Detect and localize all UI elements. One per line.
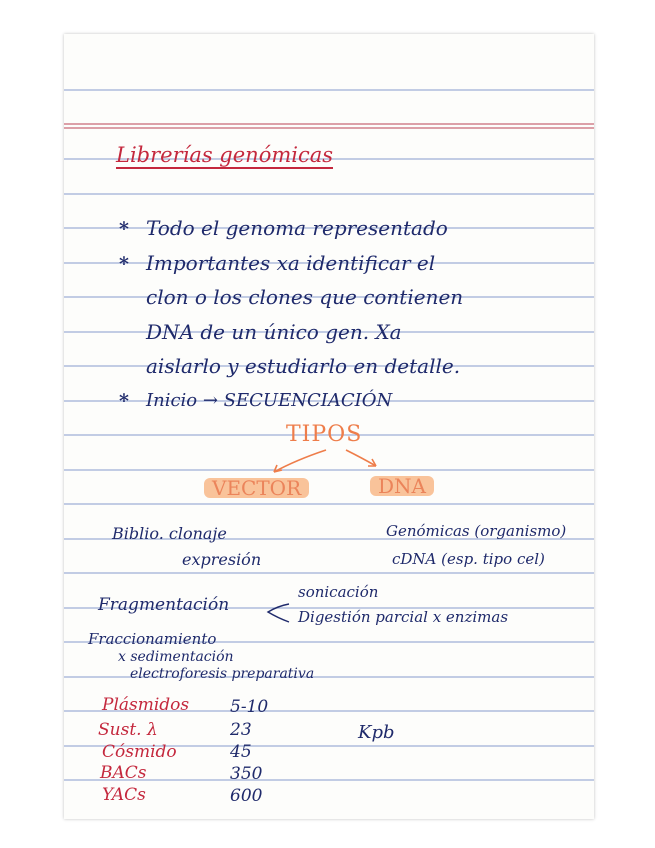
fragmentacion-option-1: sonicación bbox=[298, 583, 379, 601]
fraccionamiento-line-1: x sedimentación bbox=[118, 649, 234, 665]
note-title: Librerías genómicas bbox=[116, 143, 334, 167]
bullet-mark-3: * bbox=[119, 390, 129, 412]
bullet-2-line-4: aislarlo y estudiarlo en detalle. bbox=[146, 354, 461, 378]
fraccionamiento-line-2: electroforesis preparativa bbox=[130, 666, 315, 682]
fraccionamiento-label: Fraccionamiento bbox=[88, 630, 217, 648]
tipos-dna: DNA bbox=[370, 476, 434, 496]
vector-size-2: 23 bbox=[230, 720, 252, 740]
dna-type-1: Genómicas (organismo) bbox=[386, 522, 567, 540]
tipos-arrows bbox=[274, 450, 376, 472]
bullet-1-text: Todo el genoma representado bbox=[146, 216, 448, 240]
bullet-mark-1: * bbox=[119, 218, 129, 240]
vector-name-1: Plásmidos bbox=[102, 695, 190, 715]
size-unit: Kpb bbox=[358, 722, 395, 743]
dna-type-2: cDNA (esp. tipo cel) bbox=[392, 550, 545, 568]
vector-type-2: expresión bbox=[182, 550, 262, 569]
fragmentacion-option-2: Digestión parcial x enzimas bbox=[298, 608, 509, 626]
index-card bbox=[64, 34, 594, 819]
vector-size-1: 5-10 bbox=[230, 697, 269, 717]
vector-name-3: Cósmido bbox=[102, 742, 177, 762]
vector-name-5: YACs bbox=[102, 785, 146, 805]
vector-size-5: 600 bbox=[230, 786, 263, 806]
vector-name-4: BACs bbox=[100, 763, 147, 783]
bullet-2-line-1: Importantes xa identificar el bbox=[146, 251, 436, 275]
tipos-heading: TIPOS bbox=[286, 422, 363, 447]
fragmentacion-brace bbox=[268, 604, 289, 622]
vector-name-2: Sust. λ bbox=[98, 720, 158, 740]
vector-type-1: Biblio. clonaje bbox=[112, 524, 227, 543]
bullet-3-text: Inicio → SECUENCIACIÓN bbox=[146, 390, 393, 411]
vector-size-3: 45 bbox=[230, 742, 252, 762]
fragmentacion-label: Fragmentación bbox=[98, 595, 230, 615]
bullet-2-line-3: DNA de un único gen. Xa bbox=[146, 320, 402, 344]
bullet-2-line-2: clon o los clones que contienen bbox=[146, 285, 464, 309]
tipos-vector: VECTOR bbox=[204, 478, 309, 498]
vector-size-4: 350 bbox=[230, 764, 263, 784]
bullet-mark-2: * bbox=[119, 253, 129, 275]
